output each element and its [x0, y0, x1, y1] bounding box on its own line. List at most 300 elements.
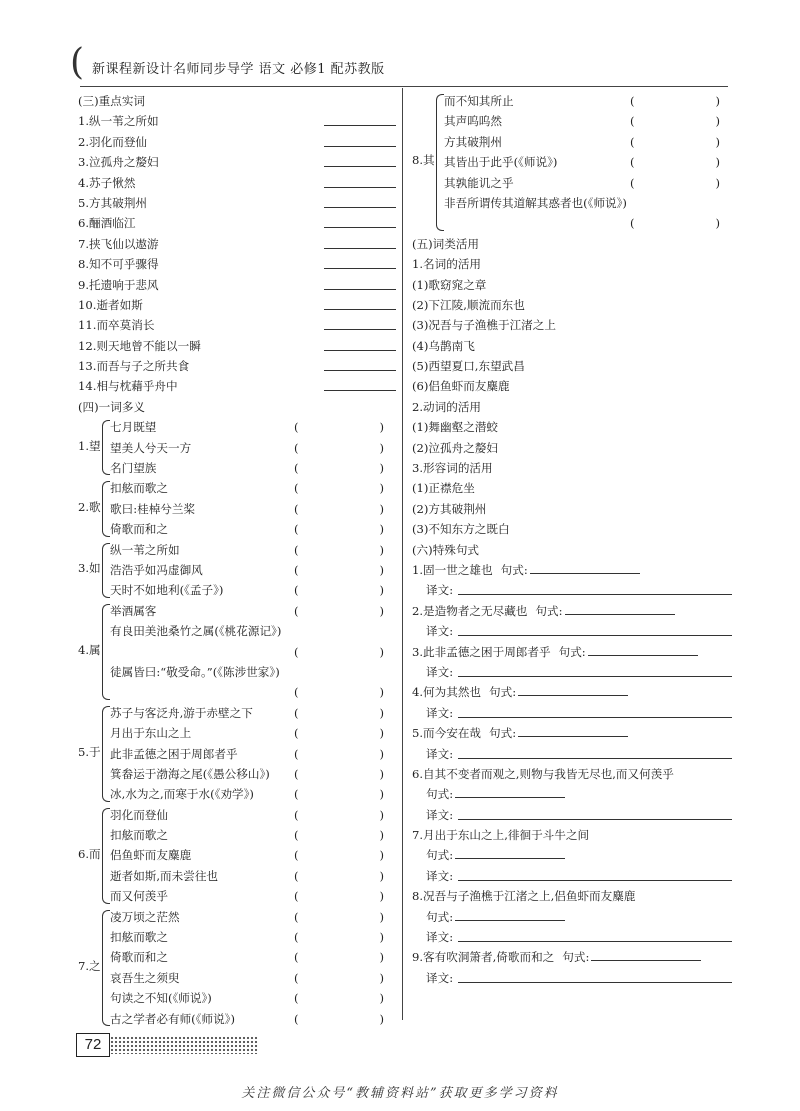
- usage-item: (1)舞幽壑之潜蛟: [412, 420, 498, 435]
- item-text: 侣鱼虾而友麋鹿: [110, 848, 192, 863]
- item-text: 箕畚运于渤海之尾(《愚公移山》): [110, 766, 270, 781]
- paren-close: ): [379, 991, 384, 1006]
- paren-open: (: [630, 134, 635, 149]
- vocab-text: 9.托遗响于悲风: [78, 277, 159, 292]
- paren-close: ): [379, 1011, 384, 1026]
- paren-open: (: [630, 175, 635, 190]
- paren-close: ): [379, 644, 384, 659]
- answer-parentheses[interactable]: [630, 173, 720, 193]
- paren-open: (: [294, 440, 299, 455]
- item-text: 望美人兮天一方: [110, 440, 192, 455]
- vocab-item: [78, 336, 396, 356]
- item-text: 徒属皆曰:“敬受命。”(《陈涉世家》): [110, 664, 280, 679]
- paren-close: ): [379, 726, 384, 741]
- question-text: 2.是造物者之无尽藏也: [412, 603, 528, 618]
- yiwen-label: 译文:: [426, 930, 454, 945]
- answer-parentheses[interactable]: [294, 947, 384, 967]
- answer-parentheses[interactable]: [294, 519, 384, 539]
- paren-close: ): [379, 562, 384, 577]
- question-text: 4.何为其然也: [412, 685, 482, 700]
- question-text: 3.此非孟德之困于周郎者乎: [412, 644, 551, 659]
- answer-parentheses[interactable]: [294, 478, 384, 498]
- sentence-question: [412, 723, 732, 743]
- paren-close: ): [379, 705, 384, 720]
- polysemy-item: [78, 845, 396, 865]
- question-text: 9.客有吹洞箫者,倚歌而和之: [412, 950, 555, 965]
- answer-parentheses[interactable]: [294, 580, 384, 600]
- item-text: 扣舷而歌之: [110, 930, 168, 945]
- item-text: 而又何羡乎: [110, 889, 168, 904]
- item-text: 羽化而登仙: [110, 807, 168, 822]
- paren-close: ): [379, 950, 384, 965]
- polysemy-item: [78, 927, 396, 947]
- item-text: 歌曰:桂棹兮兰桨: [110, 501, 196, 516]
- sub-heading: 3.形容词的活用: [412, 461, 493, 476]
- paren-close: ): [379, 807, 384, 822]
- item-text: 苏子与客泛舟,游于赤壁之下: [110, 705, 253, 720]
- right-column: [412, 91, 732, 988]
- usage-item: (2)方其破荆州: [412, 501, 487, 516]
- paren-close: ): [379, 889, 384, 904]
- translation-blank[interactable]: [458, 819, 732, 820]
- answer-parentheses[interactable]: [294, 805, 384, 825]
- yiwen-label: 译文:: [426, 583, 454, 598]
- sentence-question: [412, 560, 732, 580]
- polysemy-item: [412, 91, 732, 111]
- polysemy-item: [78, 458, 396, 478]
- polysemy-item: [78, 662, 396, 682]
- paren-open: (: [294, 970, 299, 985]
- answer-parentheses[interactable]: [294, 601, 384, 621]
- answer-parentheses[interactable]: [294, 886, 384, 906]
- item-text: 名门望族: [110, 461, 157, 476]
- jushi-blank[interactable]: [455, 785, 565, 798]
- section-heading: (三)重点实词: [78, 94, 146, 108]
- paren-open: (: [294, 562, 299, 577]
- paren-close: ): [715, 216, 720, 231]
- question-text: 7.月出于东山之上,徘徊于斗牛之间: [412, 828, 590, 843]
- paren-close: ): [379, 420, 384, 435]
- group-label: 2.歌: [78, 500, 101, 515]
- paren-open: (: [294, 644, 299, 659]
- answer-blank[interactable]: [324, 370, 396, 371]
- yiwen-label: 译文:: [426, 624, 454, 639]
- item-text: 倚歌而和之: [110, 950, 168, 965]
- section-heading: (四)一词多义: [78, 399, 146, 414]
- translation-blank[interactable]: [458, 717, 732, 718]
- answer-parentheses[interactable]: [630, 213, 720, 233]
- paren-close: ): [379, 970, 384, 985]
- item-text: 哀吾生之须臾: [110, 970, 180, 985]
- paren-close: ): [379, 461, 384, 476]
- item-text: 非吾所谓传其道解其惑者也(《师说》): [444, 195, 627, 210]
- answer-parentheses[interactable]: [294, 784, 384, 804]
- usage-item: (2)泣孤舟之嫠妇: [412, 440, 498, 455]
- usage-item: (1)正襟危坐: [412, 481, 475, 496]
- paren-close: ): [715, 114, 720, 129]
- paren-open: (: [294, 868, 299, 883]
- item-text: 方其破荆州: [444, 134, 502, 149]
- answer-blank[interactable]: [324, 350, 396, 351]
- polysemy-group: [78, 478, 396, 539]
- yiwen-label: 译文:: [426, 868, 454, 883]
- item-text: 逝者如斯,而未尝往也: [110, 868, 219, 883]
- header-title: 新课程新设计名师同步导学 语文 必修1 配苏教版: [92, 62, 385, 77]
- polysemy-item: [412, 213, 732, 233]
- answer-parentheses[interactable]: [294, 988, 384, 1008]
- paren-close: ): [379, 787, 384, 802]
- item-text: 举酒属客: [110, 603, 157, 618]
- answer-parentheses[interactable]: [630, 152, 720, 172]
- paren-close: ): [379, 766, 384, 781]
- paren-open: (: [294, 766, 299, 781]
- answer-blank[interactable]: [324, 227, 396, 228]
- answer-parentheses[interactable]: [294, 703, 384, 723]
- polysemy-item: [78, 988, 396, 1008]
- answer-parentheses[interactable]: [294, 845, 384, 865]
- paren-open: (: [294, 603, 299, 618]
- paren-close: ): [379, 746, 384, 761]
- translation-row: [412, 662, 732, 682]
- vocab-text: 3.泣孤舟之嫠妇: [78, 155, 159, 170]
- polysemy-item: [78, 540, 396, 560]
- jushi-blank[interactable]: [518, 724, 628, 737]
- paren-close: ): [379, 909, 384, 924]
- translation-row: [412, 703, 732, 723]
- answer-parentheses[interactable]: [294, 540, 384, 560]
- paren-open: (: [294, 726, 299, 741]
- paren-close: ): [715, 134, 720, 149]
- polysemy-item: [78, 682, 396, 702]
- paren-close: ): [715, 94, 720, 108]
- group-label: 3.如: [78, 561, 101, 576]
- polysemy-item: [78, 805, 396, 825]
- translation-row: [412, 927, 732, 947]
- section-heading: (六)特殊句式: [412, 542, 480, 557]
- answer-parentheses[interactable]: [294, 458, 384, 478]
- jushi-label: 句式:: [558, 644, 586, 659]
- vocab-item: [78, 295, 396, 315]
- usage-item: (4)乌鹊南飞: [412, 338, 475, 353]
- item-text: 浩浩乎如冯虚御风: [110, 562, 203, 577]
- item-text: 扣舷而歌之: [110, 828, 168, 843]
- answer-parentheses[interactable]: [294, 642, 384, 662]
- usage-item: (1)歌窈窕之章: [412, 277, 487, 292]
- vocab-item: [78, 356, 396, 376]
- polysemy-item: [412, 152, 732, 172]
- item-text: 其皆出于此乎(《师说》): [444, 155, 558, 170]
- polysemy-item: [78, 560, 396, 580]
- answer-blank[interactable]: [324, 289, 396, 290]
- answer-parentheses[interactable]: [294, 438, 384, 458]
- answer-parentheses[interactable]: [294, 417, 384, 437]
- item-text: 句读之不知(《师说》): [110, 991, 212, 1006]
- polysemy-item: [78, 784, 396, 804]
- translation-row: [412, 866, 732, 886]
- answer-parentheses[interactable]: [294, 907, 384, 927]
- answer-blank[interactable]: [324, 390, 396, 391]
- paren-close: ): [379, 868, 384, 883]
- answer-parentheses[interactable]: [294, 764, 384, 784]
- usage-item: (3)况吾与子渔樵于江渚之上: [412, 318, 556, 333]
- paren-open: (: [294, 787, 299, 802]
- usage-item: (3)不知东方之既白: [412, 522, 510, 537]
- answer-parentheses[interactable]: [294, 927, 384, 947]
- translation-row: [412, 805, 732, 825]
- item-text: 冰,水为之,而寒于水(《劝学》): [110, 787, 254, 802]
- paren-open: (: [294, 420, 299, 435]
- translation-blank[interactable]: [458, 941, 732, 942]
- answer-parentheses[interactable]: [630, 132, 720, 152]
- usage-item: (2)下江陵,顺流而东也: [412, 297, 525, 312]
- section-heading: (五)词类活用: [412, 236, 480, 251]
- jushi-blank[interactable]: [455, 846, 565, 859]
- paren-open: (: [294, 685, 299, 700]
- jushi-blank[interactable]: [591, 948, 701, 961]
- polysemy-item: [78, 886, 396, 906]
- vocab-item: [78, 152, 396, 172]
- group-label: 7.之: [78, 958, 101, 973]
- answer-parentheses[interactable]: [630, 111, 720, 131]
- vocab-item: [78, 234, 396, 254]
- footer-note: 关注微信公众号“教辅资料站”获取更多学习资料: [241, 1086, 559, 1101]
- item-text: 凌万顷之茫然: [110, 909, 180, 924]
- paren-open: (: [294, 950, 299, 965]
- column-divider: [402, 88, 403, 1020]
- paren-open: (: [294, 746, 299, 761]
- polysemy-item: [78, 601, 396, 621]
- vocab-text: 11.而卒莫消长: [78, 318, 155, 333]
- item-text: 倚歌而和之: [110, 522, 168, 537]
- paren-open: (: [630, 155, 635, 170]
- paren-open: (: [294, 807, 299, 822]
- paren-open: (: [630, 216, 635, 231]
- polysemy-item: [78, 947, 396, 967]
- polysemy-group: [412, 91, 732, 234]
- question-text: 6.自其不变者而观之,则物与我皆无尽也,而又何羡乎: [412, 766, 674, 781]
- item-text: 纵一苇之所如: [110, 542, 180, 557]
- paren-open: (: [294, 705, 299, 720]
- vocab-item: [78, 254, 396, 274]
- item-text: 古之学者必有师(《师说》): [110, 1011, 235, 1026]
- item-text: 此非孟德之困于周郎者乎: [110, 746, 238, 761]
- translation-row: [412, 580, 732, 600]
- group-label: 1.望: [78, 438, 101, 453]
- item-text: 扣舷而歌之: [110, 481, 168, 496]
- translation-row: [412, 621, 732, 641]
- sentence-question: [412, 642, 732, 662]
- header-bracket-icon: (: [70, 42, 85, 83]
- vocab-text: 12.则天地曾不能以一瞬: [78, 338, 201, 353]
- jushi-label: 句式:: [562, 950, 590, 965]
- polysemy-item: [78, 478, 396, 498]
- polysemy-item: [78, 703, 396, 723]
- vocab-text: 6.酾酒临江: [78, 216, 136, 231]
- jushi-label: 句式:: [489, 685, 517, 700]
- vocab-text: 14.相与枕藉乎舟中: [78, 379, 178, 394]
- group-label: 5.于: [78, 744, 101, 759]
- yiwen-label: 译文:: [426, 746, 454, 761]
- polysemy-item: [412, 111, 732, 131]
- page-header: [70, 42, 718, 83]
- jushi-label: 句式:: [535, 603, 563, 618]
- paren-open: (: [294, 889, 299, 904]
- sub-heading: 2.动词的活用: [412, 399, 482, 414]
- paren-open: (: [294, 481, 299, 496]
- paren-open: (: [294, 461, 299, 476]
- usage-item: (6)侣鱼虾而友麋鹿: [412, 379, 510, 394]
- paren-open: (: [294, 930, 299, 945]
- group-label: 6.而: [78, 846, 101, 861]
- translation-blank[interactable]: [458, 676, 732, 677]
- polysemy-item: [78, 825, 396, 845]
- vocab-item: [78, 275, 396, 295]
- translation-row: [412, 744, 732, 764]
- paren-close: ): [715, 175, 720, 190]
- vocab-text: 8.知不可乎骤得: [78, 257, 159, 272]
- translation-blank[interactable]: [458, 594, 732, 595]
- polysemy-item: [412, 173, 732, 193]
- item-text: 其声呜呜然: [444, 114, 502, 129]
- vocab-item: [78, 376, 396, 396]
- paren-open: (: [294, 522, 299, 537]
- yiwen-label: 译文:: [426, 664, 454, 679]
- answer-blank[interactable]: [324, 248, 396, 249]
- paren-close: ): [379, 930, 384, 945]
- answer-blank[interactable]: [324, 125, 396, 126]
- paren-open: (: [294, 542, 299, 557]
- paren-open: (: [294, 991, 299, 1006]
- paren-open: (: [294, 909, 299, 924]
- paren-close: ): [379, 828, 384, 843]
- group-label: 4.属: [78, 642, 101, 657]
- answer-parentheses[interactable]: [294, 1009, 384, 1029]
- page-number: 72: [76, 1033, 110, 1057]
- paren-close: ): [379, 481, 384, 496]
- item-text: 月出于东山之上: [110, 726, 192, 741]
- polysemy-item: [78, 723, 396, 743]
- sub-heading: 1.名词的活用: [412, 257, 482, 272]
- vocab-text: 7.挟飞仙以遨游: [78, 236, 159, 251]
- translation-blank[interactable]: [458, 982, 732, 983]
- jushi-blank[interactable]: [455, 908, 565, 921]
- paren-close: ): [379, 522, 384, 537]
- paren-close: ): [379, 542, 384, 557]
- answer-parentheses[interactable]: [294, 825, 384, 845]
- answer-blank[interactable]: [324, 166, 396, 167]
- paren-close: ): [715, 155, 720, 170]
- answer-blank[interactable]: [324, 146, 396, 147]
- polysemy-group: [78, 540, 396, 601]
- paren-close: ): [379, 685, 384, 700]
- translation-blank[interactable]: [458, 635, 732, 636]
- answer-blank[interactable]: [324, 329, 396, 330]
- answer-blank[interactable]: [324, 207, 396, 208]
- answer-parentheses[interactable]: [294, 866, 384, 886]
- polysemy-item: [412, 132, 732, 152]
- polysemy-item: [78, 642, 396, 662]
- polysemy-item: [78, 621, 396, 641]
- vocab-item: [78, 193, 396, 213]
- sentence-question: [412, 682, 732, 702]
- question-text: 1.固一世之雄也: [412, 562, 493, 577]
- answer-parentheses[interactable]: [630, 91, 720, 111]
- vocab-text: 1.纵一苇之所如: [78, 114, 159, 129]
- vocab-text: 13.而吾与子之所共食: [78, 359, 190, 374]
- vocab-text: 4.苏子愀然: [78, 175, 136, 190]
- question-text: 5.而今安在哉: [412, 726, 482, 741]
- vocab-text: 5.方其破荆州: [78, 195, 148, 210]
- jushi-blank[interactable]: [530, 561, 640, 574]
- answer-parentheses[interactable]: [294, 682, 384, 702]
- polysemy-item: [78, 1009, 396, 1029]
- vocab-item: [78, 315, 396, 335]
- item-text: 七月既望: [110, 420, 157, 435]
- yiwen-label: 译文:: [426, 705, 454, 720]
- answer-parentheses[interactable]: [294, 723, 384, 743]
- vocab-text: 10.逝者如斯: [78, 297, 143, 312]
- header-rule: [80, 86, 728, 87]
- yiwen-label: 译文:: [426, 970, 454, 985]
- answer-blank[interactable]: [324, 268, 396, 269]
- polysemy-item: [78, 438, 396, 458]
- paren-close: ): [379, 603, 384, 618]
- item-text: 有良田美池桑竹之属(《桃花源记》): [110, 624, 282, 639]
- dot-pattern: [110, 1036, 258, 1054]
- answer-blank[interactable]: [324, 309, 396, 310]
- polysemy-item: [78, 764, 396, 784]
- jushi-label: 句式:: [500, 562, 528, 577]
- answer-parentheses[interactable]: [294, 744, 384, 764]
- vocab-text: 2.羽化而登仙: [78, 134, 148, 149]
- jushi-row: [412, 784, 732, 804]
- polysemy-item: [78, 907, 396, 927]
- answer-parentheses[interactable]: [294, 560, 384, 580]
- jushi-label: 句式:: [489, 726, 517, 741]
- polysemy-group: [78, 417, 396, 478]
- paren-open: (: [294, 501, 299, 516]
- paren-open: (: [294, 828, 299, 843]
- paren-close: ): [379, 501, 384, 516]
- sentence-question: [412, 601, 732, 621]
- paren-open: (: [630, 94, 635, 108]
- paren-close: ): [379, 440, 384, 455]
- polysemy-item: [78, 499, 396, 519]
- item-text: 天时不如地利(《孟子》): [110, 583, 224, 598]
- translation-blank[interactable]: [458, 880, 732, 881]
- paren-open: (: [630, 114, 635, 129]
- paren-close: ): [379, 848, 384, 863]
- jushi-label: 句式:: [426, 787, 454, 802]
- polysemy-item: [78, 744, 396, 764]
- jushi-blank[interactable]: [518, 683, 628, 696]
- jushi-blank[interactable]: [588, 643, 698, 656]
- answer-blank[interactable]: [324, 187, 396, 188]
- yiwen-label: 译文:: [426, 807, 454, 822]
- translation-blank[interactable]: [458, 758, 732, 759]
- polysemy-item: [412, 193, 732, 213]
- translation-row: [412, 968, 732, 988]
- question-text: 8.况吾与子渔樵于江渚之上,侣鱼虾而友麋鹿: [412, 889, 636, 904]
- answer-parentheses[interactable]: [294, 968, 384, 988]
- paren-open: (: [294, 848, 299, 863]
- jushi-blank[interactable]: [565, 602, 675, 615]
- polysemy-item: [78, 417, 396, 437]
- answer-parentheses[interactable]: [294, 499, 384, 519]
- jushi-label: 句式:: [426, 909, 454, 924]
- group-label: 8.其: [412, 153, 435, 168]
- sentence-question: [412, 947, 732, 967]
